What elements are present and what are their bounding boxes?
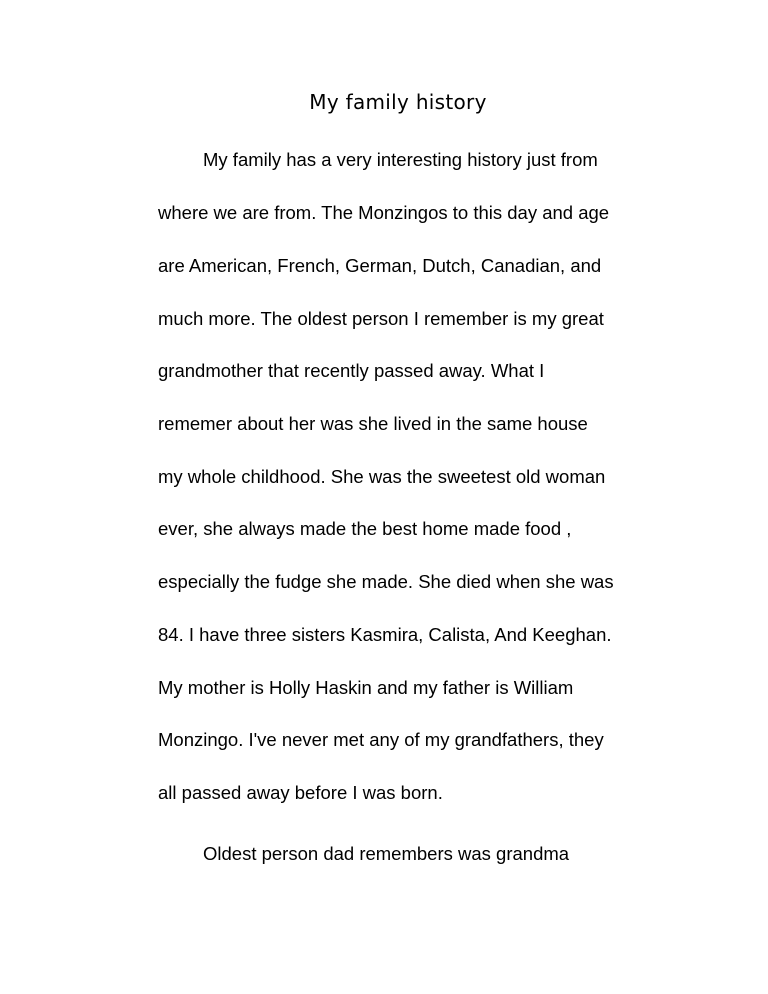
paragraph-line: much more. The oldest person I remember is my great — [158, 308, 604, 329]
paragraph-line: all passed away before I was born. — [158, 782, 443, 803]
paragraph-line: rememer about her was she lived in the same house — [158, 413, 588, 434]
paragraph-line: ever, she always made the best home made food , — [158, 518, 572, 539]
paragraph-line: my whole childhood. She was the sweetest old woman — [158, 466, 606, 487]
paragraph-line: My family has a very interesting history just from — [203, 149, 598, 170]
paragraph-line: especially the fudge she made. She died when she was — [158, 571, 614, 592]
second-paragraph: Oldest person dad remembers was grandma — [203, 843, 570, 864]
paragraph-line: are American, French, German, Dutch, Canadian, and — [158, 255, 602, 276]
paragraph-line: My mother is Holly Haskin and my father is William — [158, 677, 574, 698]
paragraph-line: where we are from. The Monzingos to this day and age — [158, 202, 610, 223]
paragraph-line: 84. I have three sisters Kasmira, Calista, And Keeghan. — [158, 624, 612, 645]
paragraph-line: grandmother that recently passed away. What I — [158, 360, 545, 381]
paragraph-line: Monzingo. I've never met any of my grandfathers, they — [158, 729, 604, 750]
page-title: My family history — [309, 90, 487, 114]
